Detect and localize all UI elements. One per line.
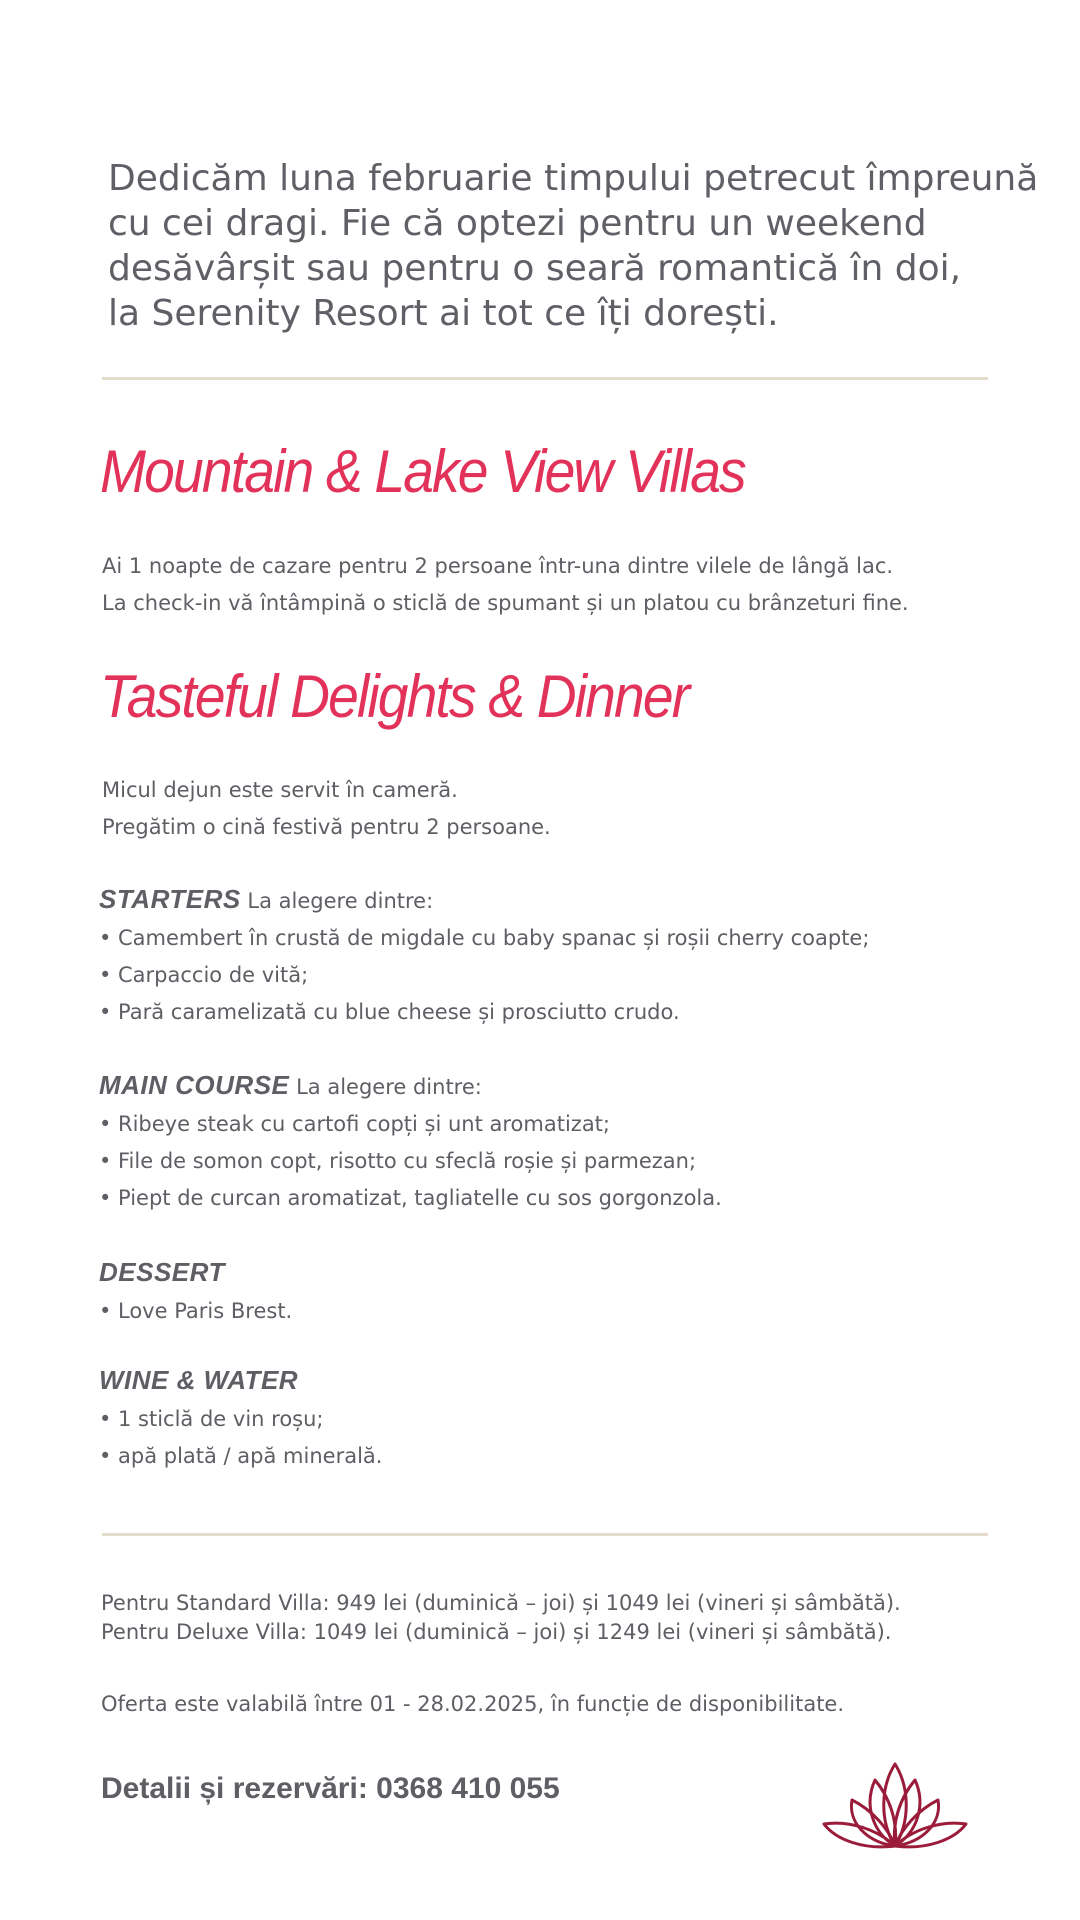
validity-note: Oferta este valabilă între 01 - 28.02.2025, în funcție de disponibilitate. xyxy=(101,1692,845,1716)
dessert-header xyxy=(99,1254,1039,1293)
list-item: • Ribeye steak cu cartofi copți și unt aromatizat; xyxy=(99,1106,1039,1143)
main-course-title: MAIN COURSE xyxy=(99,1070,290,1100)
main-course-header xyxy=(99,1067,1039,1106)
intro-line: Dedicăm luna februarie timpului petrecut împreună xyxy=(108,158,1039,199)
bullet-icon: • xyxy=(99,1407,112,1431)
starters-header xyxy=(99,881,1039,920)
villas-line: La check-in vă întâmpină o sticlă de spumant și un platou cu brânzeturi fine. xyxy=(102,591,909,615)
dinner-line: Pregătim o cină festivă pentru 2 persoane. xyxy=(102,815,551,839)
list-item: • Love Paris Brest. xyxy=(99,1293,1039,1330)
main-course-intro: La alegere dintre: xyxy=(296,1075,482,1099)
list-item: • Pară caramelizată cu blue cheese și prosciutto crudo. xyxy=(99,994,1039,1031)
starters-intro: La alegere dintre: xyxy=(247,889,434,913)
contact-line: Detalii și rezervări: 0368 410 055 xyxy=(101,1772,560,1805)
dinner-description xyxy=(102,772,1032,846)
bullet-icon: • xyxy=(99,926,112,950)
price-deluxe: Pentru Deluxe Villa: 1049 lei (duminică – joi) și 1249 lei (vineri și sâmbătă). xyxy=(101,1620,892,1644)
main-course-section xyxy=(99,1067,1039,1217)
bullet-icon: • xyxy=(99,1112,112,1136)
villas-heading: Mountain & Lake View Villas xyxy=(100,438,745,505)
wine-header xyxy=(99,1362,1039,1401)
intro-paragraph xyxy=(108,156,1039,336)
bullet-icon: • xyxy=(99,1444,112,1468)
list-item: • Camembert în crustă de migdale cu baby spanac și roșii cherry coapte; xyxy=(99,920,1039,957)
bullet-icon: • xyxy=(99,1000,112,1024)
bullet-icon: • xyxy=(99,1299,112,1323)
list-item: • 1 sticlă de vin roșu; xyxy=(99,1401,1039,1438)
pricing-block xyxy=(101,1589,1041,1647)
list-item: • apă plată / apă minerală. xyxy=(99,1438,1039,1475)
dessert-title: DESSERT xyxy=(99,1257,225,1287)
dessert-section xyxy=(99,1254,1039,1330)
villas-line: Ai 1 noapte de cazare pentru 2 persoane într-una dintre vilele de lângă lac. xyxy=(102,554,894,578)
intro-line: cu cei dragi. Fie că optezi pentru un weekend xyxy=(108,203,927,244)
top-divider xyxy=(102,377,988,380)
intro-line: desăvârșit sau pentru o seară romantică în doi, xyxy=(108,248,962,289)
wine-section xyxy=(99,1362,1039,1475)
intro-line: la Serenity Resort ai tot ce îți dorești. xyxy=(108,293,779,334)
villas-description xyxy=(102,548,1032,622)
list-item: • Piept de curcan aromatizat, tagliatelle cu sos gorgonzola. xyxy=(99,1180,1039,1217)
lotus-icon xyxy=(820,1760,970,1852)
wine-title: WINE & WATER xyxy=(99,1365,299,1395)
starters-section xyxy=(99,881,1039,1031)
starters-title: STARTERS xyxy=(99,884,241,914)
list-item: • File de somon copt, risotto cu sfeclă roșie și parmezan; xyxy=(99,1143,1039,1180)
list-item: • Carpaccio de vită; xyxy=(99,957,1039,994)
bottom-divider xyxy=(102,1533,988,1536)
dinner-line: Micul dejun este servit în cameră. xyxy=(102,778,458,802)
dinner-heading: Tasteful Delights & Dinner xyxy=(100,663,689,730)
bullet-icon: • xyxy=(99,1149,112,1173)
bullet-icon: • xyxy=(99,963,112,987)
price-standard: Pentru Standard Villa: 949 lei (duminică – joi) și 1049 lei (vineri și sâmbătă). xyxy=(101,1591,901,1615)
bullet-icon: • xyxy=(99,1186,112,1210)
